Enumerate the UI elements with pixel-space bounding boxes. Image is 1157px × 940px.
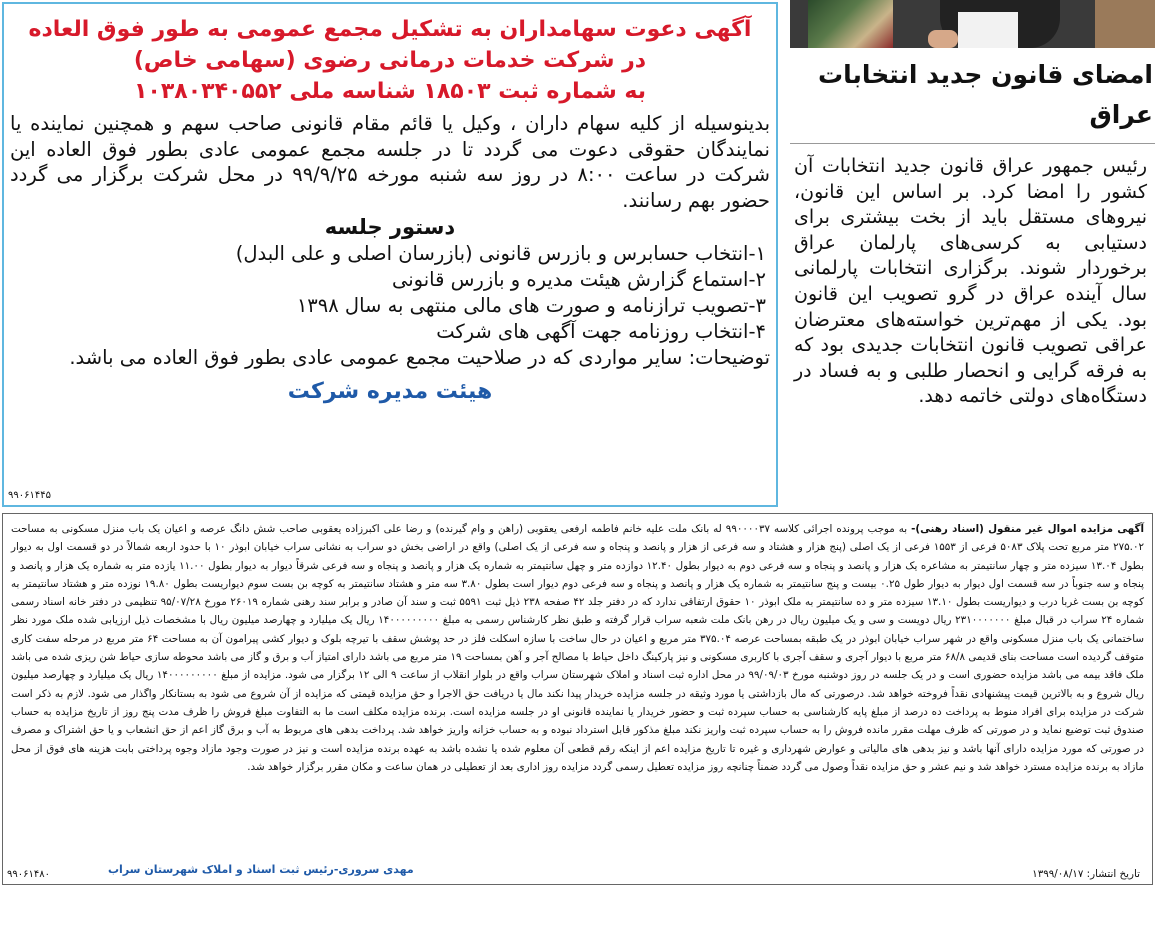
ad-headline-2: در شرکت خدمات درمانی رضوی (سهامی خاص) <box>133 48 647 73</box>
agenda-item: ۴-انتخاب روزنامه جهت آگهی های شرکت <box>436 320 766 343</box>
paper-image <box>958 12 1018 48</box>
auction-body: به موجب پرونده اجرائی کلاسه ۹۹۰۰۰۰۳۷ له بانک ملت علیه خانم فاطمه ارفعی یعقوبی (راهن و وام گیرنده) و رضا علی اکبرزاده یعقوبی صاحب شش دانگ عرصه و اعیان یک باب منزل مسکونی به مساحت ۲۷۵.۰۲ متر مربع تحت پلاک ۵۰۸۳ فرعی از ۱۵۵۳ فرعی از یک اصلی (پنج هزار و هشتاد و سه فرعی از هزار و پانصد و پنجاه و سه فرعی از یک اصلی) واقع در اراضی بخش دو سراب به نشانی سراب خیابان ابوذر ۱۰ با حدود اربعه شمالاً در دو قسمت اول به دیوار بطول ۱۳.۰۴ سیزده متر و چهار سانتیمتر به مشاعره یک هزار و پانصد و پنجاه و سه فرعی دوم به دیوار بطول ۱۲.۴۰ دوازده متر و چهل سانتیمتر به شماره یک هزار و پانصد و پنجاه و سه فرعی شرقاً دیوار به دیوار بطول ۱۱.۰۰ یازده متر به شماره یک هزار و پانصد و پنجاه و سه جنوباً در سه قسمت اول دیوار به دیوار طول ۰.۲۵ بیست و پنج سانتیمتر به شماره یک هزار و پانصد و پنجاه و سه فرعی دوم دیوار است بطول ۳.۸۰ سه متر و هشتاد سانتیمتر به کوچه بن بست سوم دیواریست بطول ۱۹.۸۰ نوزده متر و هشتاد سانتیمتر به کوچه بن بست غربا درب و دیواریست بطول ۱۳.۱۰ سیزده متر و ده سانتیمتر به ملک ابوذر ۱۰ حقوق ارتفاقی ندارد که در دفتر جلد ۴۲ صفحه ۲۳۸ ذیل ثبت ۵۵۹۱ ثبت و سند آن صادر و برابر سند رهنی شماره ۲۶۰۱۹ مورخ ۹۵/۰۷/۲۸ تنظیمی در دفتر خانه اسناد رسمی شماره ۲۴ سراب در قبال مبلغ ۲۳۱۰۰۰۰۰۰۰ ریال دویست و سی و یک میلیون ریال در رهن بانک ملت شعبه سراب قرار گرفته و طبق نظر کارشناس رسمی به مبلغ ۱۴۰۰۰۰۰۰۰۰۰ ریال یک میلیارد و چهارصد میلیون ریال با مشخصات ذیل ارزیابی شده ملک مورد نظر ساختمانی یک باب منزل مسکونی واقع در شهر سراب خیابان ابوذر در یک طبقه بمساحت عرصه ۳۷۵.۰۴ متر مربع و اعیان در حال ساخت با سازه اسکلت فلز در حد پوشش سقف با تیرچه بلوک و دیوار کشی پیرامون آن به مساحت ۶۴ متر مربع در مرحله سفت کاری متوقف گردیده است مساحت بنای قدیمی ۶۸/۸ متر مربع با دیوار آجری و سقف آجری با کاربری مسکونی و نیز پارکینگ داخل حیاط با مصالح آجر و آهن بمساحت ۱۹ متر مربع می باشد دارای امتیاز آب و برق و گاز می باشد محوطه سازی حیاط شن ریزی شده می باشد ملک فاقد بیمه می باشد مزایده حضوری است و در یک جلسه در روز دوشنبه مورخ ۹۹/۰۹/۰۳ در محل اداره ثبت اسناد و املاک شهرستان سراب واقع در بلوار انقلاب از ساعت ۹ الی ۱۲ برگزار می شود. مزایده از مبلغ ۱۴۰۰۰۰۰۰۰۰۰ ریال یک میلیارد و چهارصد میلیون ریال شروع و به بالاترین قیمت پیشنهادی نقداً فروخته خواهد شد. درصورتی که مال بازداشتی یا مورد وثیقه در جلسه مزایده خریدار پیدا نکند مال یا دریافت حق الاجرا و حق مزایده قیمتی که مزایده از آن شروع می شود به بستانکار واگذار می شود. لازم به ذکر است شرکت در مزایده برای افراد منوط به پرداخت ده درصد از مبلغ پایه کارشناسی به حساب سپرده ثبت و حضور خریدار یا نماینده قانونی او در جلسه مزایده است. برنده مزایده مکلف است ما به التفاوت مبلغ فروش را ظرف مدت پنج روز از تاریخ مزایده به حساب صندوق ثبت توضیع نماید و در صورتی که ظرف مهلت مقرر مانده فروش را به حساب سپرده ثبت واریز نکند مبلغ مذکور قابل استرداد نبوده و به حساب خزانه واریز خواهد شد. پرداخت بدهی های مربوط به آب و برق گاز اعم از حق انشعاب و یا حق اشتراک و مصرف در صورتی که مورد مزایده دارای آنها باشد و نیز بدهی های مالیاتی و عوارض شهرداری و غیره تا تاریخ مزایده اعم از اینکه رقم قطعی آن معلوم شده یا نشده باشد به عهده برنده مزایده است و نیز در صورت وجود مازاد وجوه پرداختی بابت هزینه های فوق از محل مازاد به برنده مزایده مسترد خواهد شد و نیم عشر و حق مزایده نقداً وصول می گردد ضمناً چنانچه روز مزایده تعطیل رسمی گردد مزایده روز اداری بعد از تعطیلی در همان ساعت و مکان مقرر برگزار خواهد شد. <box>11 523 1145 773</box>
flag-image <box>808 0 893 48</box>
news-photo <box>790 0 1155 48</box>
auction-date: تاریخ انتشار: ۱۳۹۹/۰۸/۱۷ <box>1032 868 1140 880</box>
agenda-item: ۲-استماع گزارش هیئت مدیره و بازرس قانونی <box>391 268 766 291</box>
news-body: رئیس جمهور عراق قانون جدید انتخابات آن کشور را امضا کرد. بر اساس این قانون، نیروهای مستقل باید از بخت بیشتری برای دستیابی به کرسی‌های پارلمان عراق برخوردار شوند. برگزاری انتخابات پارلمانی سال آینده عراق در گرو تصویب این قانون بود. یکی از مهم‌ترین خواسته‌های معترضان عراقی تصویب قانون انتخابات جدیدی بود که به فرقه گرایی و انحصار طلبی و به فساد در دستگاه‌های دولتی خاتمه دهد. <box>794 155 1147 408</box>
agenda-list <box>4 241 776 345</box>
ad-code: ۹۹۰۶۱۴۴۵ <box>8 490 51 501</box>
ad-notes: توضیحات: سایر مواردی که در صلاحیت مجمع عمومی عادی بطور فوق العاده می باشد. <box>69 346 770 369</box>
agenda-item: ۳-تصویب ترازنامه و صورت های مالی منتهی به سال ۱۳۹۸ <box>296 294 766 317</box>
auction-title: آگهی مزایده اموال غیر منقول (اسناد رهنی)- <box>911 523 1144 535</box>
auction-ad <box>2 513 1153 885</box>
agenda-title: دستور جلسه <box>324 215 456 239</box>
news-divider <box>790 143 1155 144</box>
auction-signer: مهدی سروری-رئیس ثبت اسناد و املاک شهرستان سراب <box>108 863 414 876</box>
hand-image <box>928 30 958 48</box>
background-image <box>1095 0 1155 48</box>
ad-headline-3: به شماره ثبت ۱۸۵۰۳ شناسه ملی ۱۰۳۸۰۳۴۰۵۵۲ <box>134 79 646 104</box>
news-headline: امضای قانون جدید انتخابات عراق <box>818 60 1153 129</box>
agenda-item: ۱-انتخاب حسابرس و بازرس قانونی (بازرسان اصلی و علی البدل) <box>235 242 766 265</box>
auction-code: ۹۹۰۶۱۴۸۰ <box>7 869 50 880</box>
ad-signature: هیئت مدیره شرکت <box>287 379 493 404</box>
ad-body: بدینوسیله از کلیه سهام داران ، وکیل یا قائم مقام قانونی صاحب سهم و همچنین نماینده یا نمایندگان حقوقی دعوت می گردد تا در جلسه مجمع عمومی عادی بطور فوق العاده این شرکت در ساعت ۸:۰۰ در روز سه شنبه مورخه ۹۹/۹/۲۵ در محل شرکت برگزار می گردد حضور بهم رسانند. <box>10 112 770 212</box>
ad-headline-1: آگهی دعوت سهامداران به تشکیل مجمع عمومی به طور فوق العاده <box>28 17 752 42</box>
auction-text <box>3 514 1152 776</box>
shareholders-meeting-ad <box>2 2 778 507</box>
news-article <box>790 55 1155 505</box>
